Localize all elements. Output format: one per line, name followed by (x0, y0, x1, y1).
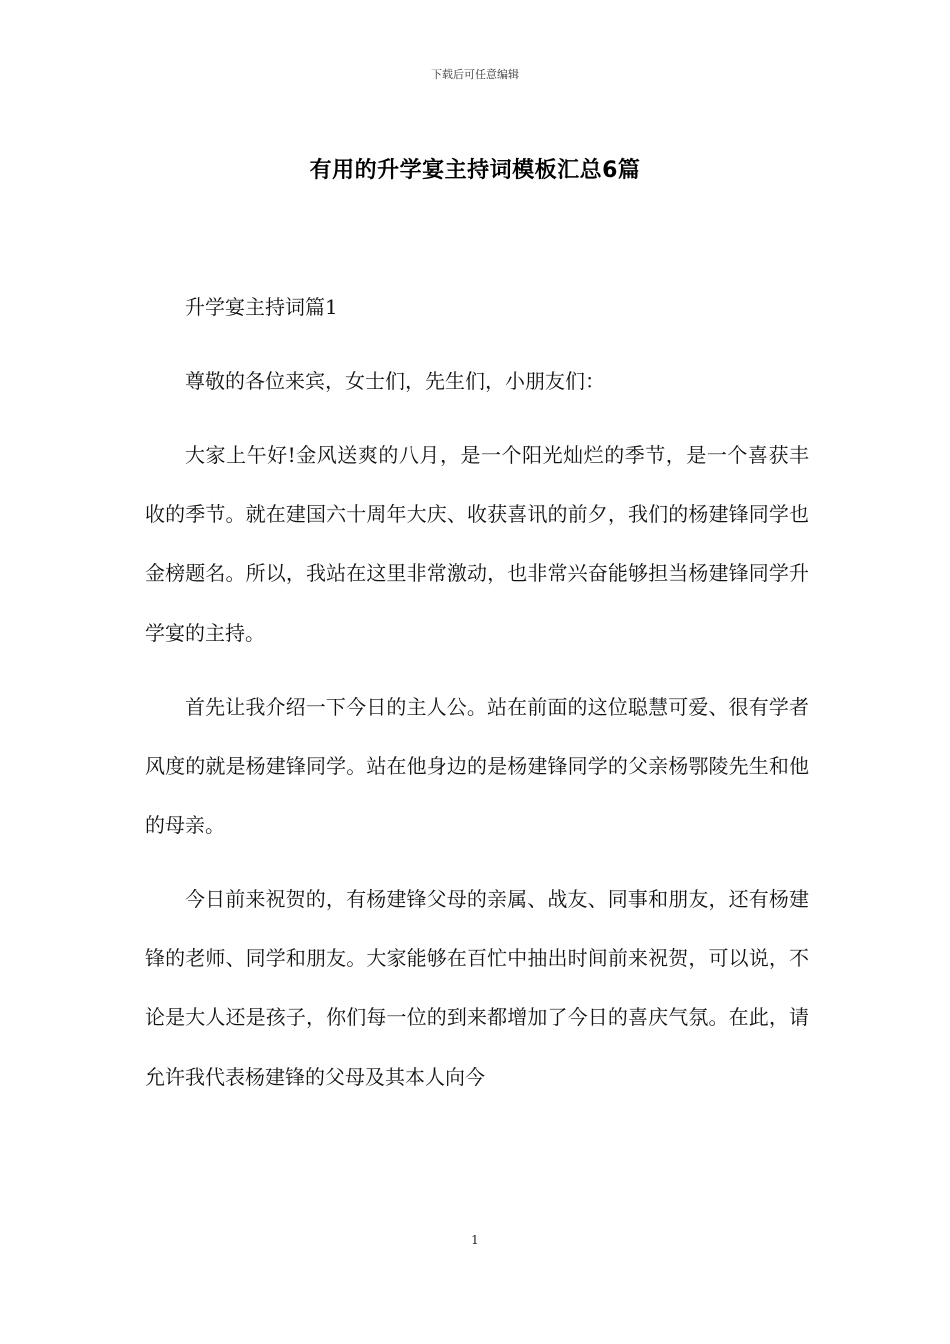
page-number: 1 (471, 1233, 479, 1247)
body-paragraph: 大家上午好!金风送爽的八月，是一个阳光灿烂的季节，是一个喜获丰收的季节。就在建国六十周年大庆、收获喜讯的前夕，我们的杨建锋同学也金榜题名。所以，我站在这里非常激动，也非常兴奋能够担当杨建锋同学升学宴的主持。 (145, 443, 809, 645)
document-body (145, 278, 809, 1122)
page-header: 下载后可任意编辑 (431, 68, 519, 81)
document-title: 有用的升学宴主持词模板汇总6篇 (309, 158, 641, 183)
section-heading: 升学宴主持词篇1 (185, 295, 338, 319)
body-paragraph: 今日前来祝贺的，有杨建锋父母的亲属、战友、同事和朋友，还有杨建锋的老师、同学和朋友。大家能够在百忙中抽出时间前来祝贺，可以说，不论是大人还是孩子，你们每一位的到来都增加了今日的喜庆气氛。在此，请允许我代表杨建锋的父母及其本人向今 (145, 887, 809, 1089)
body-paragraph: 首先让我介绍一下今日的主人公。站在前面的这位聪慧可爱、很有学者风度的就是杨建锋同学。站在他身边的是杨建锋同学的父亲杨鄂陵先生和他的母亲。 (145, 694, 809, 838)
salutation-paragraph: 尊敬的各位来宾，女士们，先生们，小朋友们： (185, 369, 605, 393)
